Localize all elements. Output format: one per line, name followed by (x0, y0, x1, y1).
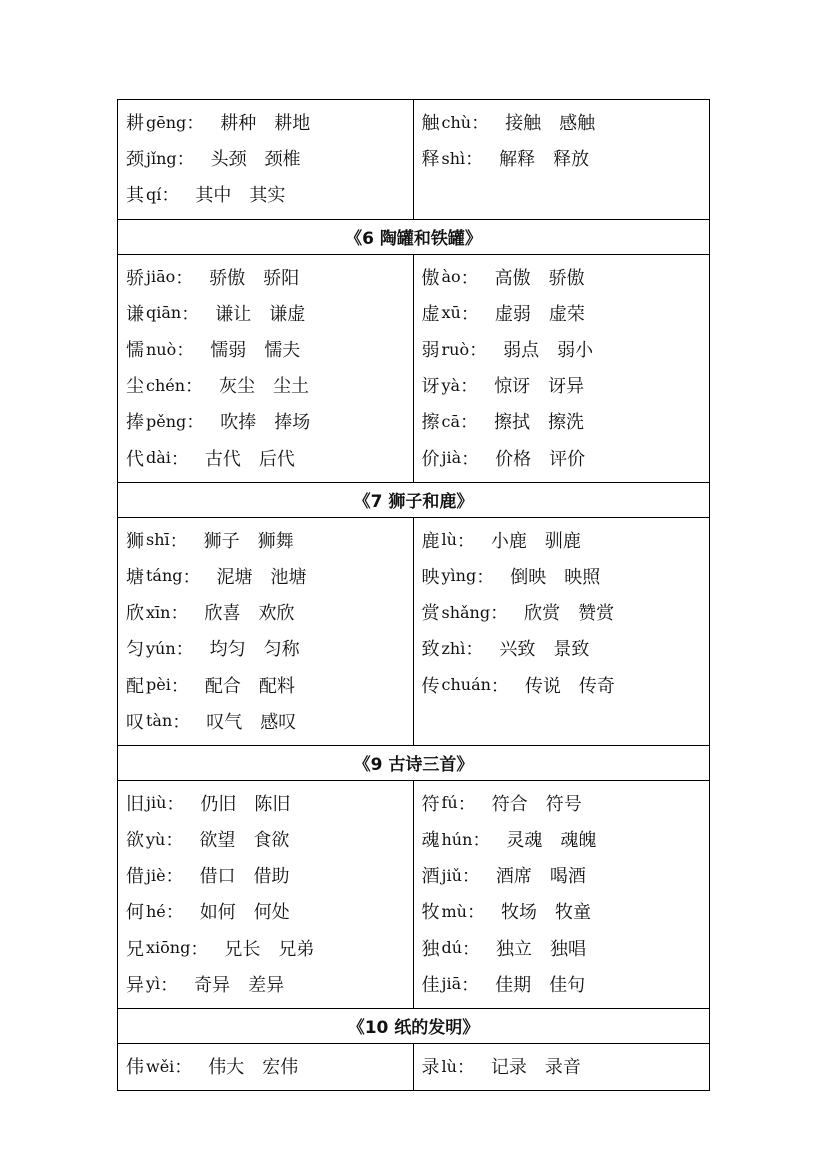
right-column (414, 255, 710, 482)
pinyin: chén (146, 375, 186, 395)
pinyin: yún (146, 638, 176, 658)
vocab-entry (422, 522, 710, 558)
pinyin: jiù (146, 793, 167, 813)
word-2: 虚荣 (548, 303, 585, 325)
colon-separator: ： (460, 267, 479, 289)
pinyin: jiā (441, 974, 462, 994)
colon-separator: ： (456, 1057, 475, 1079)
character: 讶 (421, 376, 440, 398)
word-1: 其中 (195, 185, 232, 207)
word-2: 录音 (544, 1057, 581, 1079)
vocab-entry (126, 594, 413, 630)
pinyin: pěng (146, 411, 187, 431)
pinyin: qiān (146, 303, 182, 323)
word-2: 符号 (545, 793, 582, 815)
vocab-entry (422, 821, 710, 857)
pinyin: chuán (441, 675, 491, 695)
word-1: 懦弱 (210, 340, 247, 362)
vocab-entry (126, 104, 413, 140)
vocab-entry (126, 666, 413, 702)
vocab-entry (422, 785, 710, 821)
character: 牧 (421, 902, 440, 924)
character: 其 (126, 185, 144, 207)
character: 佳 (421, 974, 440, 996)
pinyin: pèi (146, 675, 171, 695)
word-1: 均匀 (209, 639, 246, 661)
word-2: 捧场 (274, 412, 311, 434)
pinyin: cā (441, 411, 460, 431)
word-2: 颈椎 (264, 149, 301, 171)
word-2: 食欲 (253, 830, 290, 852)
pinyin: dú (441, 938, 463, 958)
character: 尘 (126, 376, 144, 398)
word-1: 耕种 (220, 113, 257, 135)
vocab-entry (126, 295, 413, 331)
word-2: 魂魄 (560, 830, 597, 852)
colon-separator: ： (462, 938, 481, 960)
character: 致 (421, 639, 440, 661)
word-2: 感叹 (260, 711, 297, 733)
word-1: 欲望 (199, 830, 236, 852)
vocabulary-table (117, 99, 710, 1091)
word-2: 传奇 (578, 675, 615, 697)
pinyin: táng (146, 566, 183, 586)
colon-separator: ： (472, 830, 491, 852)
left-column (118, 1044, 414, 1090)
word-2: 擦洗 (548, 412, 584, 434)
left-column (118, 255, 414, 482)
pinyin: yì (146, 974, 161, 994)
word-2: 欢欣 (258, 603, 295, 625)
character: 魂 (421, 830, 440, 852)
character: 借 (126, 866, 144, 888)
vocab-entry (126, 403, 413, 439)
colon-separator: ： (461, 974, 480, 996)
section-title: 《7 狮子和鹿》 (118, 483, 709, 518)
word-1: 配合 (204, 675, 241, 697)
colon-separator: ： (165, 830, 184, 852)
vocab-entry (422, 558, 710, 594)
pinyin: jià (441, 448, 462, 468)
word-1: 价格 (495, 448, 532, 470)
word-1: 吹捧 (220, 412, 257, 434)
vocab-entry (126, 893, 413, 929)
colon-separator: ： (181, 303, 200, 325)
vocab-entry (422, 857, 710, 893)
pinyin: lù (441, 530, 457, 550)
word-2: 懦夫 (264, 340, 301, 362)
vocab-entry (126, 966, 413, 1002)
colon-separator: ： (469, 340, 488, 362)
word-1: 泥塘 (216, 566, 253, 588)
colon-separator: ： (185, 376, 204, 398)
character: 映 (421, 566, 440, 588)
colon-separator: ： (176, 149, 195, 171)
character: 塘 (126, 566, 144, 588)
word-1: 谦让 (215, 303, 252, 325)
vocab-entry (422, 259, 710, 295)
word-2: 驯鹿 (544, 530, 581, 552)
pinyin: hé (146, 901, 166, 921)
word-1: 借口 (199, 866, 236, 888)
pinyin: yà (441, 375, 461, 395)
pinyin: lù (441, 1056, 457, 1076)
character: 传 (421, 675, 440, 697)
character: 欣 (126, 603, 144, 625)
entry-block (118, 781, 709, 1009)
word-1: 惊讶 (494, 376, 531, 398)
pinyin: jǐng (146, 148, 177, 168)
colon-separator: ： (456, 530, 475, 552)
right-column (414, 781, 710, 1008)
colon-separator: ： (461, 448, 480, 470)
word-2: 景致 (553, 639, 590, 661)
vocab-entry (422, 630, 710, 666)
entry-block (118, 255, 709, 483)
colon-separator: ： (172, 711, 191, 733)
colon-separator: ： (161, 185, 180, 207)
colon-separator: ： (165, 902, 184, 924)
colon-separator: ： (465, 639, 484, 661)
character: 狮 (126, 530, 144, 552)
word-2: 借助 (253, 866, 290, 888)
word-1: 叹气 (206, 711, 243, 733)
vocab-entry (422, 1048, 710, 1084)
word-1: 骄傲 (209, 267, 246, 289)
vocab-entry (126, 558, 413, 594)
word-1: 灰尘 (219, 376, 256, 398)
pinyin: xiōng (146, 938, 191, 958)
word-1: 解释 (499, 149, 536, 171)
word-2: 释放 (553, 149, 590, 171)
colon-separator: ： (476, 566, 495, 588)
character: 骄 (126, 267, 144, 289)
colon-separator: ： (490, 675, 509, 697)
word-2: 匀称 (263, 639, 300, 661)
section-title: 《10 纸的发明》 (118, 1009, 709, 1044)
character: 释 (421, 149, 440, 171)
character: 异 (126, 974, 144, 996)
pinyin: shī (146, 530, 170, 550)
colon-separator: ： (176, 340, 195, 362)
vocab-entry (422, 440, 710, 476)
word-2: 喝酒 (549, 866, 586, 888)
word-1: 擦拭 (494, 412, 530, 434)
word-2: 宏伟 (262, 1057, 299, 1079)
right-column (414, 100, 710, 219)
vocab-entry (422, 403, 710, 439)
word-1: 兄长 (224, 938, 261, 960)
vocab-entry (126, 703, 413, 739)
entry-block (118, 518, 709, 746)
character: 鹿 (421, 530, 440, 552)
pinyin: nuò (146, 339, 177, 359)
colon-separator: ： (175, 639, 194, 661)
left-column (118, 781, 414, 1008)
word-2: 差异 (248, 974, 285, 996)
word-2: 何处 (253, 902, 290, 924)
character: 何 (126, 902, 144, 924)
pinyin: chù (441, 112, 472, 132)
colon-separator: ： (461, 866, 480, 888)
word-1: 酒席 (495, 866, 532, 888)
word-2: 陈旧 (254, 793, 291, 815)
colon-separator: ： (186, 113, 205, 135)
pinyin: gēng (146, 112, 187, 132)
word-1: 灵魂 (506, 830, 543, 852)
vocab-entry (422, 331, 710, 367)
character: 独 (421, 938, 440, 960)
word-1: 仍旧 (200, 793, 237, 815)
word-2: 骄阳 (263, 267, 300, 289)
word-1: 接触 (505, 113, 542, 135)
vocab-entry (126, 176, 413, 212)
pinyin: wěi (146, 1056, 175, 1076)
character: 匀 (126, 639, 144, 661)
word-1: 伟大 (208, 1057, 245, 1079)
word-2: 其实 (249, 185, 286, 207)
word-1: 记录 (490, 1057, 527, 1079)
character: 配 (126, 675, 144, 697)
left-column (118, 518, 414, 745)
word-2: 讶异 (548, 376, 585, 398)
word-2: 狮舞 (257, 530, 294, 552)
pinyin: xīn (146, 602, 171, 622)
character: 酒 (421, 866, 440, 888)
character: 懦 (126, 340, 144, 362)
word-2: 映照 (564, 566, 601, 588)
vocab-entry (126, 331, 413, 367)
colon-separator: ： (169, 530, 188, 552)
word-2: 独唱 (550, 938, 587, 960)
word-1: 如何 (199, 902, 236, 924)
vocab-entry (422, 594, 710, 630)
vocab-entry (422, 104, 710, 140)
vocab-entry (422, 140, 710, 176)
colon-separator: ： (466, 902, 485, 924)
word-2: 兄弟 (278, 938, 315, 960)
word-1: 奇异 (194, 974, 231, 996)
word-2: 感触 (559, 113, 596, 135)
character: 录 (421, 1057, 440, 1079)
word-2: 弱小 (557, 340, 594, 362)
word-1: 高傲 (494, 267, 531, 289)
word-2: 佳句 (549, 974, 586, 996)
vocab-entry (126, 522, 413, 558)
colon-separator: ： (170, 675, 189, 697)
pinyin: jiǔ (441, 865, 462, 885)
vocab-entry (126, 630, 413, 666)
word-2: 骄傲 (548, 267, 585, 289)
left-column (118, 100, 414, 219)
word-2: 尘土 (273, 376, 310, 398)
word-1: 牧场 (500, 902, 537, 924)
entry-block (118, 1044, 709, 1090)
vocab-entry (422, 893, 710, 929)
character: 旧 (126, 793, 144, 815)
colon-separator: ： (165, 866, 184, 888)
word-1: 虚弱 (494, 303, 531, 325)
word-2: 赞赏 (578, 603, 615, 625)
vocab-entry (126, 259, 413, 295)
character: 价 (421, 448, 440, 470)
colon-separator: ： (170, 448, 189, 470)
colon-separator: ： (160, 974, 179, 996)
colon-separator: ： (460, 412, 478, 434)
colon-separator: ： (471, 113, 490, 135)
entry-block (118, 100, 709, 220)
right-column (414, 1044, 710, 1090)
pinyin: jiè (146, 865, 166, 885)
word-2: 池塘 (270, 566, 307, 588)
vocab-entry (126, 857, 413, 893)
colon-separator: ： (170, 603, 189, 625)
word-1: 古代 (204, 448, 241, 470)
word-1: 欣喜 (204, 603, 241, 625)
word-2: 后代 (258, 448, 295, 470)
vocab-entry (422, 367, 710, 403)
word-1: 弱点 (503, 340, 540, 362)
vocab-entry (126, 1048, 413, 1084)
character: 赏 (421, 603, 440, 625)
word-2: 谦虚 (269, 303, 306, 325)
word-2: 耕地 (274, 113, 311, 135)
colon-separator: ： (465, 149, 484, 171)
pinyin: yù (146, 829, 166, 849)
vocab-entry (422, 295, 710, 331)
pinyin: hún (441, 829, 473, 849)
word-1: 欣赏 (524, 603, 561, 625)
character: 捧 (126, 412, 144, 434)
pinyin: zhì (441, 638, 466, 658)
character: 颈 (126, 149, 144, 171)
pinyin: jiāo (146, 267, 176, 287)
character: 虚 (421, 303, 440, 325)
vocab-entry (422, 666, 710, 702)
pinyin: shǎng (441, 602, 491, 622)
pinyin: mù (441, 901, 467, 921)
colon-separator: ： (186, 412, 205, 434)
word-1: 小鹿 (490, 530, 527, 552)
character: 傲 (421, 267, 440, 289)
word-2: 牧童 (554, 902, 591, 924)
word-1: 倒映 (510, 566, 547, 588)
pinyin: xū (441, 303, 461, 323)
vocab-entry (422, 966, 710, 1002)
vocab-entry (126, 821, 413, 857)
colon-separator: ： (190, 938, 209, 960)
section-title: 《9 古诗三首》 (118, 746, 709, 781)
pinyin: yìng (441, 566, 477, 586)
character: 耕 (126, 113, 144, 135)
word-1: 头颈 (210, 149, 247, 171)
character: 欲 (126, 830, 144, 852)
colon-separator: ： (490, 603, 509, 625)
pinyin: qí (146, 184, 162, 204)
vocab-entry (126, 785, 413, 821)
word-1: 符合 (491, 793, 528, 815)
colon-separator: ： (460, 303, 479, 325)
colon-separator: ： (460, 376, 479, 398)
word-1: 狮子 (203, 530, 240, 552)
character: 擦 (421, 412, 440, 434)
word-2: 配料 (258, 675, 295, 697)
pinyin: ruò (441, 339, 470, 359)
character: 代 (126, 448, 144, 470)
character: 触 (421, 113, 440, 135)
pinyin: fú (441, 793, 458, 813)
word-1: 传说 (524, 675, 561, 697)
colon-separator: ： (166, 793, 185, 815)
right-column (414, 518, 710, 745)
character: 伟 (126, 1057, 144, 1079)
colon-separator: ： (174, 1057, 193, 1079)
vocab-entry (126, 930, 413, 966)
character: 谦 (126, 303, 144, 325)
colon-separator: ： (457, 793, 476, 815)
word-2: 评价 (549, 448, 586, 470)
character: 弱 (421, 340, 440, 362)
pinyin: shì (441, 148, 466, 168)
word-1: 佳期 (495, 974, 532, 996)
word-1: 兴致 (499, 639, 536, 661)
pinyin: ào (441, 267, 461, 287)
vocab-entry (422, 930, 710, 966)
vocab-entry (126, 367, 413, 403)
word-1: 独立 (496, 938, 533, 960)
vocab-entry (126, 440, 413, 476)
pinyin: tàn (146, 711, 173, 731)
section-title: 《6 陶罐和铁罐》 (118, 220, 709, 255)
character: 叹 (126, 711, 144, 733)
pinyin: dài (146, 448, 171, 468)
vocab-entry (126, 140, 413, 176)
colon-separator: ： (175, 267, 194, 289)
character: 符 (421, 793, 440, 815)
character: 兄 (126, 938, 144, 960)
colon-separator: ： (182, 566, 201, 588)
